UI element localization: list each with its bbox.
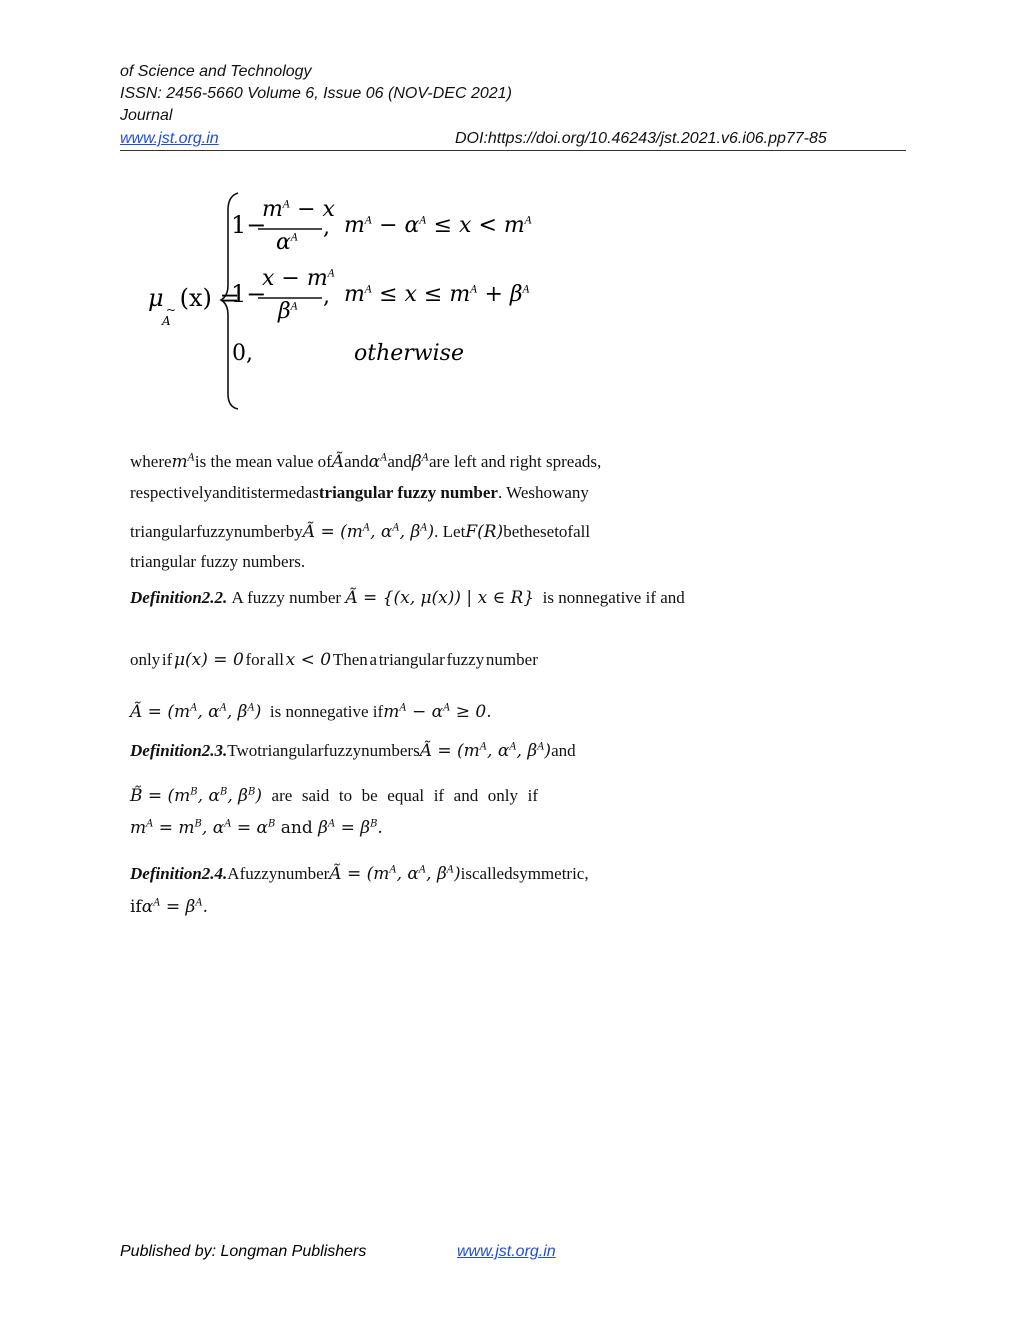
para-line-1 [130,452,602,472]
case2-condition: $m^A \le x \le m^A + \beta^A$ [344,282,530,307]
word: and [453,786,479,805]
word: and [344,452,369,471]
word: Then [332,650,368,669]
math-FR: F(R) [465,522,504,542]
def24-symmetric-math: $if\alpha^A = \beta^A$. [130,897,208,917]
def23-line-1 [130,741,576,761]
word: be [361,786,378,805]
word: is [460,864,472,883]
term-triangular-fuzzy-number: triangular fuzzy number [318,483,498,502]
word: number [485,650,538,669]
case2-comma: , [323,284,330,309]
word: fuzzy [196,522,234,541]
math-A-tilde: Ã [331,452,345,472]
lhs-tilde: ~ [166,303,177,317]
word: and [387,452,412,471]
def24-A-math: Ã = ($m^A$, $\alpha^A$, $\beta^A$) [329,864,461,884]
case1-comma: , [323,215,330,240]
def23-B-math: B̃ = ($m^B$, $\alpha^B$, $\beta^B$) [130,786,262,806]
word: only [487,786,519,805]
word: all [573,522,591,541]
word: it [236,483,247,502]
def22-label: Definition2.2. [130,588,228,607]
def22-nonnegative-text: is nonnegative if [269,702,384,721]
word: show [528,483,565,502]
journal-name-line: of Science and Technology [120,63,312,80]
para-line-3 [130,522,591,542]
word: and [212,483,237,502]
word: a [369,650,377,669]
word: only [130,650,161,669]
case1-numerator: $m^A - x$ [262,197,335,222]
def22-line-1 [130,588,685,608]
case2-one-minus: 1− [231,280,267,308]
math-mu-zero: μ(x) = 0 [174,650,244,670]
word: . We [497,483,529,502]
math-x-negative: x < 0 [285,650,332,670]
lhs-mu: μ (x) = [148,284,240,312]
def22-triple-math: Ã = ($m^A$, $\alpha^A$, $\beta^A$) [130,702,262,722]
word: termed [257,483,305,502]
word: the [519,522,541,541]
word: numbers [361,741,420,760]
word: is the mean value of [194,452,332,471]
def22-set-math: Ã = {(x, μ(x)) | x ∈ R} [345,588,535,608]
para-line-2 [130,483,589,503]
def24-label: Definition2.4. [130,864,228,883]
word: Two [227,741,258,760]
footer-publisher: Published by: Longman Publishers [120,1243,367,1260]
word: all [266,650,284,669]
word: said [301,786,330,805]
word: any [564,483,589,502]
case3-condition: otherwise [354,341,464,366]
math-triangular-A: Ã = ($m^A$, $\alpha^A$, $\beta^A$) [302,522,435,542]
word: is [246,483,258,502]
def23-equality-math: $m^A = m^B$, $\alpha^A = \alpha^B$ and $\beta^A = \beta^B$. [130,818,383,838]
word: be [503,522,520,541]
def23-line-3 [130,818,538,838]
case1-one-minus: 1− [231,211,267,239]
header-website-link[interactable]: www.jst.org.in [120,130,219,147]
word: fuzzy [323,741,362,760]
def23-line-2 [130,786,538,806]
issn-line: ISSN: 2456-5660 Volume 6, Issue 06 (NOV-DEC 2021) [120,85,512,102]
def24-line-2 [130,897,538,917]
word: equal [387,786,425,805]
word: are [271,786,293,805]
word: are left and right spreads, [428,452,602,471]
math-mA: $m^A$ [171,452,195,472]
word: A [227,864,240,883]
word: where [130,452,172,471]
word: if [433,786,445,805]
math-betaA: $\beta^A$ [411,452,429,472]
case2-denominator: $\beta^A$ [278,299,298,324]
word: for [245,650,266,669]
def22-line-2 [130,650,538,670]
word: if [527,786,538,805]
word: triangular [257,741,324,760]
case3-value: 0, [232,341,253,366]
word: . Let [434,522,466,541]
math-alphaA: $\alpha^A$ [368,452,388,472]
doi-text: DOI:https://doi.org/10.46243/jst.2021.v6.i06.pp77-85 [455,130,827,147]
lhs-subscript: A [162,314,171,328]
def22-tail: is nonnegative if and [542,588,685,607]
journal-label: Journal [120,107,173,124]
word: by [285,522,303,541]
def22-text: A fuzzy number [231,588,342,607]
word: fuzzy [239,864,278,883]
def22-condition-math: $m^A - \alpha^A \ge 0$. [383,702,492,722]
word: of [558,522,574,541]
word: set [540,522,559,541]
equation-svg [0,0,1024,420]
def24-line-1 [130,864,589,884]
def23-A-math: Ã = ($m^A$, $\alpha^A$, $\beta^A$) [419,741,552,761]
word: called [472,864,513,883]
word: triangular [130,522,197,541]
def22-line-3 [130,702,538,722]
word: respectively [130,483,213,502]
word: and [551,741,576,760]
para-line-4 [130,552,538,572]
word: as [304,483,319,502]
word: symmetric, [512,864,589,883]
footer-website-link[interactable]: www.jst.org.in [457,1243,556,1260]
word: number [233,522,286,541]
word: triangular [378,650,445,669]
case1-denominator: $\alpha^A$ [276,230,299,255]
sentence: triangular fuzzy numbers. [130,552,306,571]
case1-condition: $m^A - \alpha^A \le x < m^A$ [344,213,532,238]
def23-label: Definition2.3. [130,741,228,760]
word: if [161,650,173,669]
word: number [277,864,330,883]
case2-numerator: $x - m^A$ [262,266,335,291]
word: to [338,786,353,805]
word: fuzzy [446,650,485,669]
